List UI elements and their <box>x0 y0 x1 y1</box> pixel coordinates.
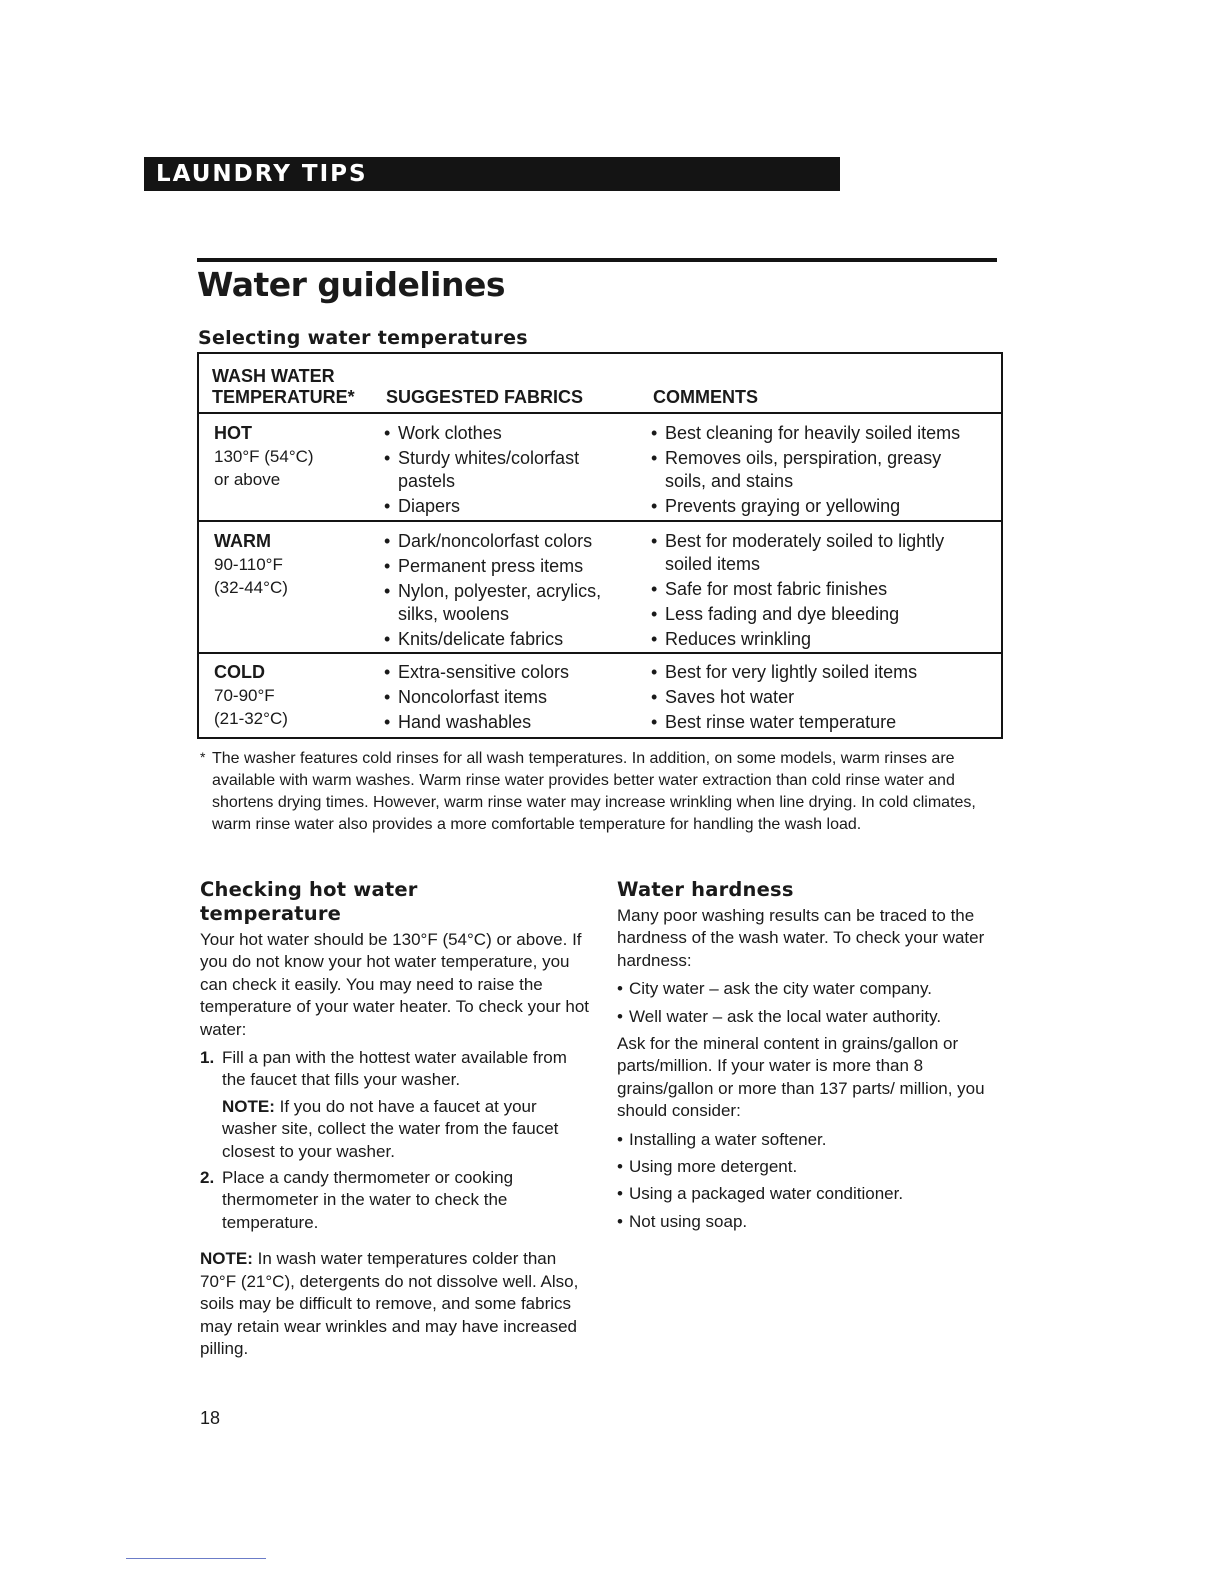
temperature-range: or above <box>214 470 281 489</box>
hot-water-steps <box>200 1047 592 1234</box>
list-item: • Saves hot water <box>651 686 996 709</box>
row-cold-temperature <box>214 661 288 730</box>
temperature-name: COLD <box>214 662 265 682</box>
table-divider <box>199 520 1001 522</box>
row-cold-comments <box>651 661 996 736</box>
list-item: • Well water – ask the local water authority. <box>617 1006 1002 1028</box>
list-item: • Not using soap. <box>617 1211 1002 1233</box>
header-comments: COMMENTS <box>653 387 758 407</box>
note-label: NOTE: <box>222 1096 275 1116</box>
table-footnote <box>200 748 1000 836</box>
section-band: LAUNDRY TIPS <box>144 157 840 191</box>
water-hardness-intro: Many poor washing results can be traced to the hardness of the wash water. To check your water hardness: <box>617 906 985 970</box>
temperature-range: 70-90°F <box>214 686 275 705</box>
header-fabrics: SUGGESTED FABRICS <box>386 387 584 407</box>
page-number: 18 <box>200 1408 221 1428</box>
list-item: • Reduces wrinkling <box>651 628 996 651</box>
table-divider <box>199 652 1001 654</box>
step-note <box>222 1096 592 1163</box>
water-source-list <box>617 978 1002 1028</box>
list-item: • Prevents graying or yellowing <box>651 495 996 518</box>
hot-water-intro: Your hot water should be 130°F (54°C) or above. If you do not know your hot water temperature, you can check it easily. You may need to raise the temperature of your water heater. To check your hot water: <box>200 930 590 1039</box>
list-item: • Work clothes <box>384 422 634 445</box>
step-item <box>200 1167 592 1234</box>
temperature-range: (32-44°C) <box>214 578 288 597</box>
step-text: Fill a pan with the hottest water available from the faucet that fills your washer. <box>222 1048 567 1090</box>
list-item: • Permanent press items <box>384 555 644 578</box>
list-item: • Best for very lightly soiled items <box>651 661 996 684</box>
row-hot-temperature <box>214 422 314 491</box>
temperature-range: 130°F (54°C) <box>214 447 314 466</box>
footnote-marker: * <box>200 749 206 765</box>
list-item: • Extra-sensitive colors <box>384 661 644 684</box>
water-hardness-title: Water hardness <box>617 878 794 901</box>
list-item: • Safe for most fabric finishes <box>651 578 996 601</box>
list-item: • Nylon, polyester, acrylics, silks, woolens <box>384 580 638 626</box>
row-hot-comments <box>651 422 996 520</box>
list-item: • Using a packaged water conditioner. <box>617 1183 1002 1205</box>
hot-water-title <box>200 878 592 926</box>
hot-water-section <box>200 878 592 1366</box>
water-hardness-advice: Ask for the mineral content in grains/gallon or parts/million. If your water is more than 8 grains/gallon or more than 137 parts/ million, you should consider: <box>617 1034 985 1121</box>
temperature-range: (21-32°C) <box>214 709 288 728</box>
list-item: • Removes oils, perspiration, greasy soils, and stains <box>651 447 985 493</box>
water-hardness-section <box>617 878 1002 1238</box>
step-number: 1. <box>200 1048 215 1068</box>
list-item: • Noncolorfast items <box>384 686 644 709</box>
list-item: • City water – ask the city water company. <box>617 978 1002 1000</box>
water-temperature-table <box>197 352 1003 739</box>
list-item: • Sturdy whites/colorfast pastels <box>384 447 613 493</box>
temperature-name: HOT <box>214 423 252 443</box>
list-item: • Knits/delicate fabrics <box>384 628 644 651</box>
row-cold-fabrics <box>384 661 644 736</box>
row-hot-fabrics <box>384 422 634 520</box>
hardness-options-list <box>617 1129 1002 1234</box>
list-item: • Best for moderately soiled to lightly soiled items <box>651 530 990 576</box>
header-temperature-line1: WASH WATER <box>212 366 335 386</box>
row-warm-fabrics <box>384 530 644 653</box>
hot-water-title-line1: Checking hot water <box>200 878 418 901</box>
table-divider <box>199 412 1001 414</box>
header-temperature <box>212 366 355 408</box>
note-text: If you do not have a faucet at your washer site, collect the water from the faucet closest to your washer. <box>222 1096 559 1161</box>
step-number: 2. <box>200 1168 215 1188</box>
hot-water-note <box>200 1248 592 1360</box>
footnote-text: The washer features cold rinses for all wash temperatures. In addition, on some models, warm rinses are available with warm washes. Warm rinse water provides better water extraction than cold rinse water and shortens drying times. However, warm rinse water may increase wrinkling when line drying. In cold climates, warm rinse water also provides a more comfortable temperature for handling the wash load. <box>212 750 976 833</box>
page-title: Water guidelines <box>197 265 505 304</box>
list-item: • Diapers <box>384 495 634 518</box>
row-warm-comments <box>651 530 996 653</box>
list-item: • Less fading and dye bleeding <box>651 603 996 626</box>
bottom-rule <box>126 1558 266 1559</box>
row-warm-temperature <box>214 530 288 599</box>
step-text: Place a candy thermometer or cooking thermometer in the water to check the temperature. <box>222 1168 514 1232</box>
list-item: • Hand washables <box>384 711 644 734</box>
list-item: • Dark/noncolorfast colors <box>384 530 644 553</box>
header-temperature-line2: TEMPERATURE* <box>212 387 355 407</box>
table-heading: Selecting water temperatures <box>198 327 528 349</box>
note-text: In wash water temperatures colder than 70°F (21°C), detergents do not dissolve well. Also, soils may be difficult to remove, and some fabrics may retain wear wrinkles and may have increased pilling. <box>200 1249 579 1358</box>
step-item <box>200 1047 592 1163</box>
temperature-name: WARM <box>214 531 271 551</box>
list-item: • Best cleaning for heavily soiled items <box>651 422 996 445</box>
temperature-range: 90-110°F <box>214 555 283 574</box>
title-rule <box>197 258 997 262</box>
hot-water-title-line2: temperature <box>200 902 342 925</box>
list-item: • Installing a water softener. <box>617 1129 1002 1151</box>
list-item: • Using more detergent. <box>617 1156 1002 1178</box>
note-label: NOTE: <box>200 1249 253 1269</box>
list-item: • Best rinse water temperature <box>651 711 996 734</box>
